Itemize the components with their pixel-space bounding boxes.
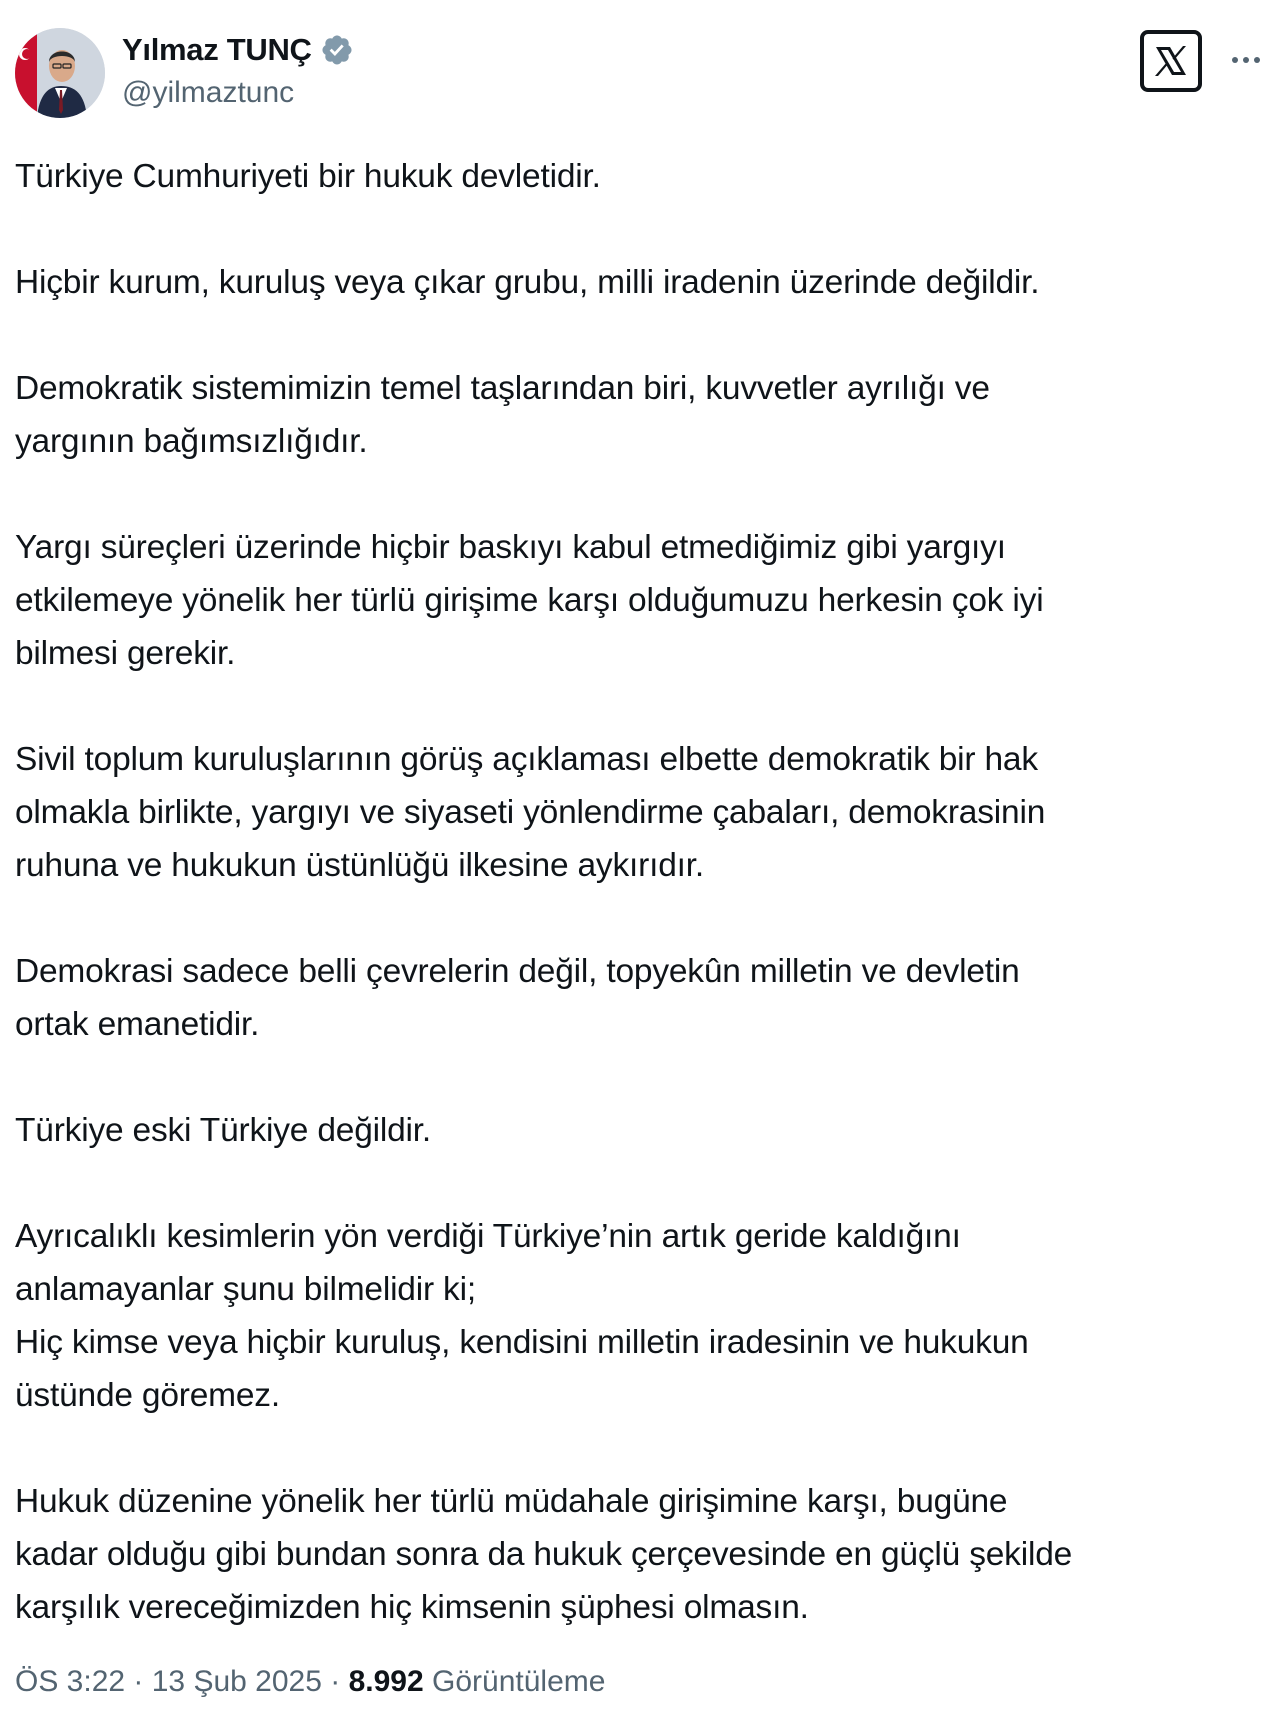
verified-badge-icon[interactable] xyxy=(320,33,354,67)
tweet-paragraph: Demokrasi sadece belli çevrelerin değil, topyekûn milletin ve devletin ortak emanetidir. xyxy=(15,953,1020,1043)
tweet-paragraph: Hiçbir kurum, kuruluş veya çıkar grubu, milli iradenin üzerinde değildir. xyxy=(15,264,1040,301)
tweet-meta xyxy=(15,1665,605,1699)
author-names xyxy=(122,28,354,110)
tweet-paragraph: Sivil toplum kuruluşlarının görüş açıklaması elbette demokratik bir hak olmakla birlikte, yargıyı ve siyaseti yönlendirme çabaları, demokrasinin ruhuna ve hukukun üstünlüğü ilkesine aykırıdır. xyxy=(15,741,1046,884)
display-name[interactable]: Yılmaz TUNÇ xyxy=(122,32,312,67)
tweet-header xyxy=(0,0,1280,130)
tweet-time[interactable]: ÖS 3:22 xyxy=(15,1665,126,1698)
x-logo-icon[interactable] xyxy=(1140,30,1202,92)
tweet-paragraph: Türkiye Cumhuriyeti bir hukuk devletidir. xyxy=(15,158,601,195)
tweet-paragraph: Demokratik sistemimizin temel taşlarından biri, kuvvetler ayrılığı ve yargının bağımsızlığıdır. xyxy=(15,370,990,460)
tweet-text xyxy=(15,150,1265,1634)
meta-separator: · xyxy=(321,1665,349,1698)
more-options-icon[interactable] xyxy=(1228,42,1264,78)
views-label: Görüntüleme xyxy=(432,1665,606,1698)
avatar[interactable] xyxy=(15,28,105,118)
tweet-paragraph: Türkiye eski Türkiye değildir. xyxy=(15,1112,432,1149)
tweet-date[interactable]: 13 Şub 2025 xyxy=(151,1665,322,1698)
tweet-paragraph: Yargı süreçleri üzerinde hiçbir baskıyı kabul etmediğimiz gibi yargıyı etkilemeye yönelik her türlü girişime karşı olduğumuzu herkesin çok iyi bilmesi gerekir. xyxy=(15,529,1044,672)
tweet-paragraph: Ayrıcalıklı kesimlerin yön verdiği Türkiye’nin artık geride kaldığını anlamayanlar şunu bilmelidir ki; Hiç kimse veya hiçbir kuruluş, kendisini milletin iradesinin ve hukukun üstünde göremez. xyxy=(15,1218,1029,1414)
meta-separator: · xyxy=(125,1665,152,1698)
views-count[interactable]: 8.992 xyxy=(348,1665,424,1698)
display-name-row xyxy=(122,28,354,72)
handle[interactable]: @yilmaztunc xyxy=(122,76,295,109)
tweet-paragraph: Hukuk düzenine yönelik her türlü müdahale girişimine karşı, bugüne kadar olduğu gibi bundan sonra da hukuk çerçevesinde en güçlü şekilde karşılık vereceğimizden hiç kimsenin şüphesi olmasın. xyxy=(15,1483,1073,1626)
